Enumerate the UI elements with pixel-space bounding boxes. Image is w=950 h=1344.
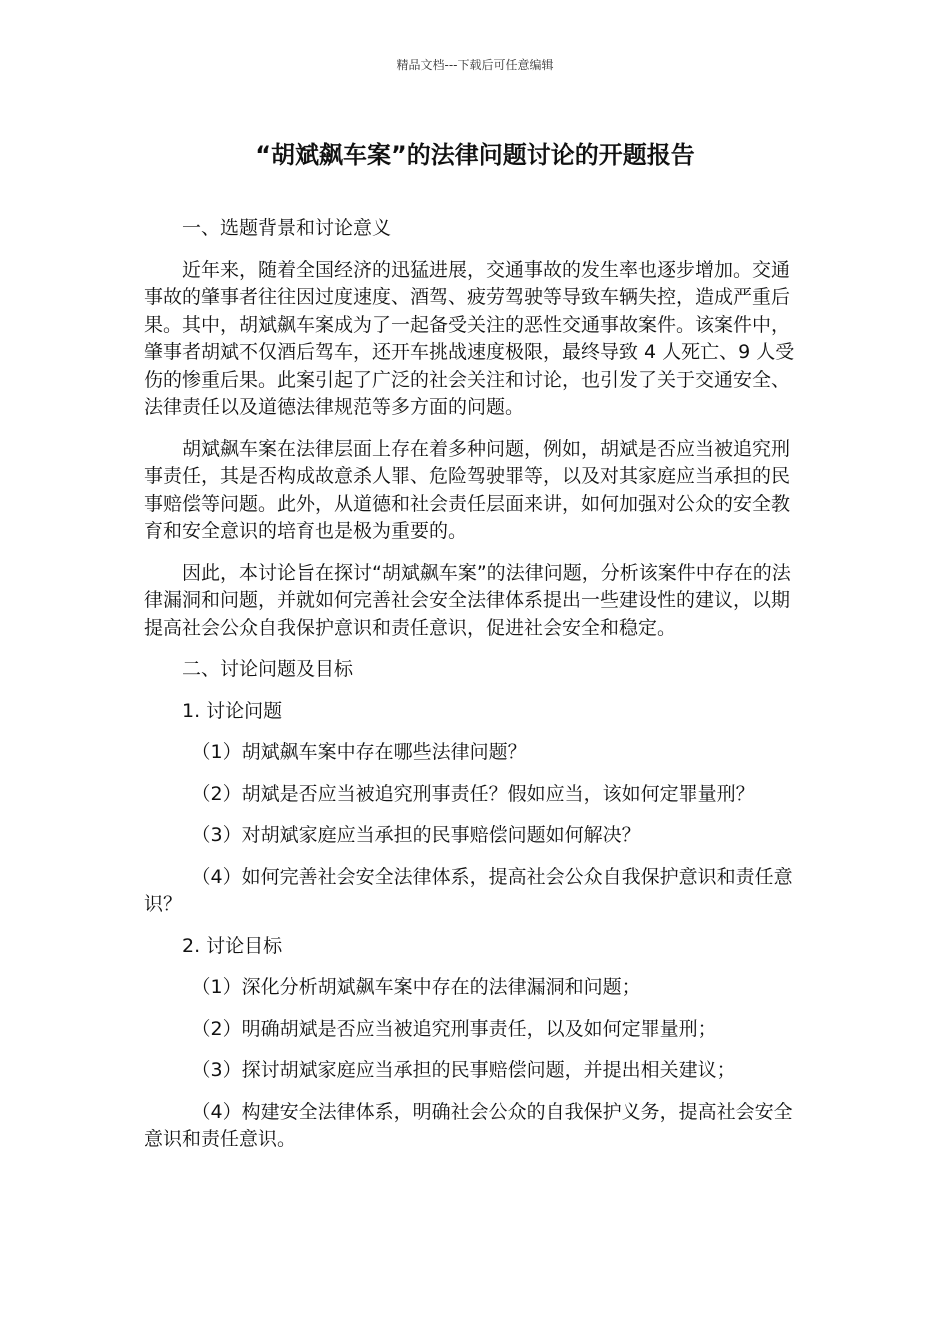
question-item-3: （3）对胡斌家庭应当承担的民事赔偿问题如何解决？	[191, 824, 641, 846]
question-item-2: （2）胡斌是否应当被追究刑事责任？假如应当，该如何定罪量刑？	[191, 782, 755, 805]
goal-item-4: （4）构建安全法律体系，明确社会公众的自我保护义务，提高社会安全意识和责任意识。	[144, 1100, 793, 1150]
goals-heading: 2. 讨论目标	[182, 934, 283, 957]
question-item-1: （1）胡斌飙车案中存在哪些法律问题？	[191, 741, 527, 763]
paragraph-2: 胡斌飙车案在法律层面上存在着多种问题，例如，胡斌是否应当被追究刑事责任，其是否构成故意杀人罪、危险驾驶罪等，以及对其家庭应当承担的民事赔偿等问题。此外，从道德和社会责任层面来讲，如何加强对公众的安全教育和安全意识的培育也是极为重要的。	[144, 437, 791, 542]
section2-heading: 二、讨论问题及目标	[182, 658, 354, 680]
goal-item-1: （1）深化分析胡斌飙车案中存在的法律漏洞和问题；	[191, 976, 641, 998]
goal-item-2: （2）明确胡斌是否应当被追究刑事责任，以及如何定罪量刑；	[191, 1017, 717, 1040]
paragraph-3: 因此，本讨论旨在探讨“胡斌飙车案”的法律问题，分析该案件中存在的法律漏洞和问题，并就如何完善社会安全法律体系提出一些建设性的建议，以期提高社会公众自我保护意识和责任意识，促进社会安全和稳定。	[144, 561, 791, 639]
document-title: “胡斌飙车案”的法律问题讨论的开题报告	[255, 141, 695, 169]
document-body	[144, 215, 806, 1154]
goal-item-3: （3）探讨胡斌家庭应当承担的民事赔偿问题，并提出相关建议；	[191, 1059, 736, 1081]
questions-heading: 1. 讨论问题	[182, 699, 283, 722]
paragraph-1: 近年来，随着全国经济的迅猛进展，交通事故的发生率也逐步增加。交通事故的肇事者往往因过度速度、酒驾、疲劳驾驶等导致车辆失控，造成严重后果。其中，胡斌飙车案成为了一起备受关注的恶性交通事故案件。该案件中，肇事者胡斌不仅酒后驾车，还开车挑战速度极限，最终导致 4 人死亡、9 人受伤的惨重后果。此案引起了广泛的社会关注和讨论，也引发了关于交通安全、法律责任以及道德法律规范等多方面的问题。	[144, 258, 795, 418]
section1-heading: 一、选题背景和讨论意义	[182, 217, 392, 239]
question-item-4: （4）如何完善社会安全法律体系，提高社会公众自我保护意识和责任意识？	[144, 865, 793, 915]
page-header-watermark: 精品文档---下载后可任意编辑	[396, 58, 554, 72]
